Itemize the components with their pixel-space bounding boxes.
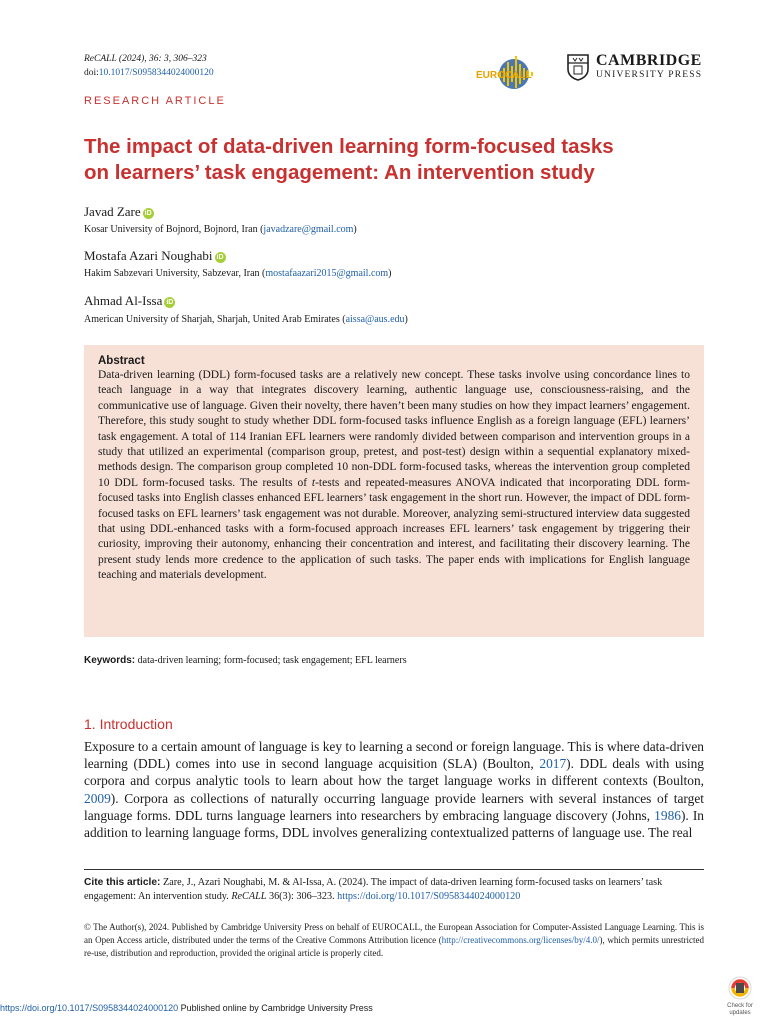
abstract-text-part2: -tests and repeated-measures ANOVA indicated that incorporating DDL form-focused tasks into English classes enhanced EFL learners’ task engagement in the short run. However, the impact of DDL form-focused tasks on EFL learners’ task engagement was not durable. Moreover, analyzing semi-structured interview data suggested that using DDL-enhanced tasks with a form-focused approach increases EFL learners’ task engagement by triggering their curiosity, improving their autonomy, enhancing their concentration and interest, and facilitating their discovery learning. The present study lends more credence to the application of such tasks. The paper ends with implications for English language teaching and materials development. <box>98 476 690 582</box>
intro-text: ). In addition to learning language forms, DDL involves generalizing contextualized patterns of language use. The real <box>84 807 704 841</box>
divider <box>84 869 704 870</box>
affiliation-3 <box>84 314 408 325</box>
journal-meta <box>84 52 214 80</box>
author-email-link[interactable]: mostafaazari2015@gmail.com <box>265 268 389 279</box>
footer-doi-link[interactable]: https://doi.org/10.1017/S0958344024000120 <box>0 1003 179 1013</box>
keywords-text: data-driven learning; form-focused; task engagement; EFL learners <box>135 655 407 666</box>
publisher-name: CAMBRIDGE <box>596 52 702 69</box>
abstract-body <box>98 368 690 584</box>
doi-line <box>84 66 214 80</box>
abstract-text-part1: Data-driven learning (DDL) form-focused tasks are a relatively new concept. These tasks involve using concordance lines to teach language in a way that integrates discovery learning, authentic language use, consciousness-raising, and the communicative use of language. Given their novelty, there haven’t been many studies on how they impact learners’ engagement. Therefore, this study sought to study whether DDL form-focused tasks influence English as a foreign language (EFL) learners’ task engagement. A total of 114 Iranian EFL learners were randomly divided between comparison and intervention groups in a study that utilized an experimental (comparison group, pretest, and post-test) design within a sequential explanatory mixed-methods design. The comparison group completed 10 non-DDL form-focused tasks, whereas the intervention group completed 10 DDL form-focused tasks. The results of <box>98 369 690 489</box>
affiliation-1 <box>84 224 357 235</box>
badge-line-1: Check for <box>727 1003 753 1009</box>
author-2 <box>84 248 226 264</box>
footer-published: Published online by Cambridge University Press <box>178 1003 373 1013</box>
license-text: © The Author(s), 2024. Published by Cambridge University Press on behalf of EUROCALL, the European Association for Computer-Assisted Language Learning. This is an Open Access article, distributed under the terms of the Creative Commons Attribution licence ( <box>84 922 704 945</box>
intro-text: ). DDL deals with using corpora and corpus analytic tools to learn about how the target language works in different contexts (Boulton, <box>84 756 704 789</box>
affiliation-text: Hakim Sabzevari University, Sabzevar, Iran ( <box>84 268 266 279</box>
cambridge-crest-icon <box>566 53 590 81</box>
reference-link[interactable]: 2017 <box>539 756 567 772</box>
keywords-label: Keywords: <box>84 655 136 666</box>
eurocall-logo <box>474 48 552 92</box>
intro-text: Exposure to a certain amount of language is key to learning a second or foreign language. This is where data-driven learning (DDL) comes into use in second language acquisition (SLA) (Boulton, <box>84 739 704 772</box>
title-line-2: on learners’ task engagement: An intervention study <box>84 161 595 184</box>
author-name: Javad Zare <box>84 204 141 219</box>
author-email-link[interactable]: javadzare@gmail.com <box>263 224 354 235</box>
reference-link[interactable]: 1986 <box>654 807 681 823</box>
license-link[interactable]: http://creativecommons.org/licenses/by/4.0/ <box>441 934 600 945</box>
author-1 <box>84 204 154 220</box>
intro-heading: 1. Introduction <box>84 716 173 732</box>
author-name: Mostafa Azari Noughabi <box>84 248 213 263</box>
cite-text: Zare, J., Azari Noughabi, M. & Al-Issa, A. (2024). The impact of data-driven learning form-focused tasks on learners’ task engagement: An intervention study. <box>84 877 663 902</box>
reference-link[interactable]: 2009 <box>84 790 111 806</box>
article-title <box>84 134 704 186</box>
eurocall-logo-text: EUROCALL <box>476 70 532 81</box>
license-text: ), which permits unrestricted re-use, distribution and reproduction, provided the original article is properly cited. <box>84 934 704 958</box>
license-notice <box>84 921 704 959</box>
cite-this-article <box>84 876 704 904</box>
cite-label: Cite this article: <box>84 877 161 888</box>
section-tag: RESEARCH ARTICLE <box>84 95 226 107</box>
affiliation-close: ) <box>388 268 392 279</box>
orcid-icon[interactable]: iD <box>216 254 224 261</box>
doi-prefix: doi: <box>84 68 99 78</box>
keywords <box>84 655 407 666</box>
affiliation-2 <box>84 268 392 279</box>
author-3 <box>84 293 175 309</box>
orcid-icon[interactable]: iD <box>166 299 174 306</box>
publisher-subname: UNIVERSITY PRESS <box>596 70 703 80</box>
cambridge-logo <box>566 52 706 82</box>
cite-doi-link[interactable]: https://doi.org/10.1017/S0958344024000120 <box>337 891 521 902</box>
orcid-icon[interactable]: iD <box>144 210 152 217</box>
badge-line-2: updates <box>729 1010 751 1016</box>
abstract-t-italic: t <box>311 476 316 489</box>
journal-citation: ReCALL (2024), 36: 3, 306–323 <box>84 54 207 64</box>
title-line-1: The impact of data-driven learning form-focused tasks <box>84 135 614 158</box>
cite-text: 36(3): 306–323. <box>266 891 338 902</box>
affiliation-close: ) <box>353 224 357 235</box>
abstract-heading: Abstract <box>98 355 145 367</box>
footer <box>0 1003 373 1013</box>
author-name: Ahmad Al-Issa <box>84 293 163 308</box>
doi-link[interactable]: 10.1017/S0958344024000120 <box>98 68 214 78</box>
affiliation-text: Kosar University of Bojnord, Bojnord, Iran ( <box>84 224 264 235</box>
check-for-updates-badge[interactable] <box>722 975 758 1017</box>
cite-journal: ReCALL <box>231 891 267 902</box>
author-email-link[interactable]: aissa@aus.edu <box>345 314 405 325</box>
intro-text: ). Corpora as collections of naturally occurring language provide learners with several instances of target language forms. DDL turns language learners into researchers by embracing language discovery (Johns, <box>84 790 704 823</box>
affiliation-text: American University of Sharjah, Sharjah, United Arab Emirates ( <box>84 314 346 325</box>
abstract-box <box>84 345 704 637</box>
affiliation-close: ) <box>404 314 408 325</box>
intro-paragraph <box>84 738 704 841</box>
